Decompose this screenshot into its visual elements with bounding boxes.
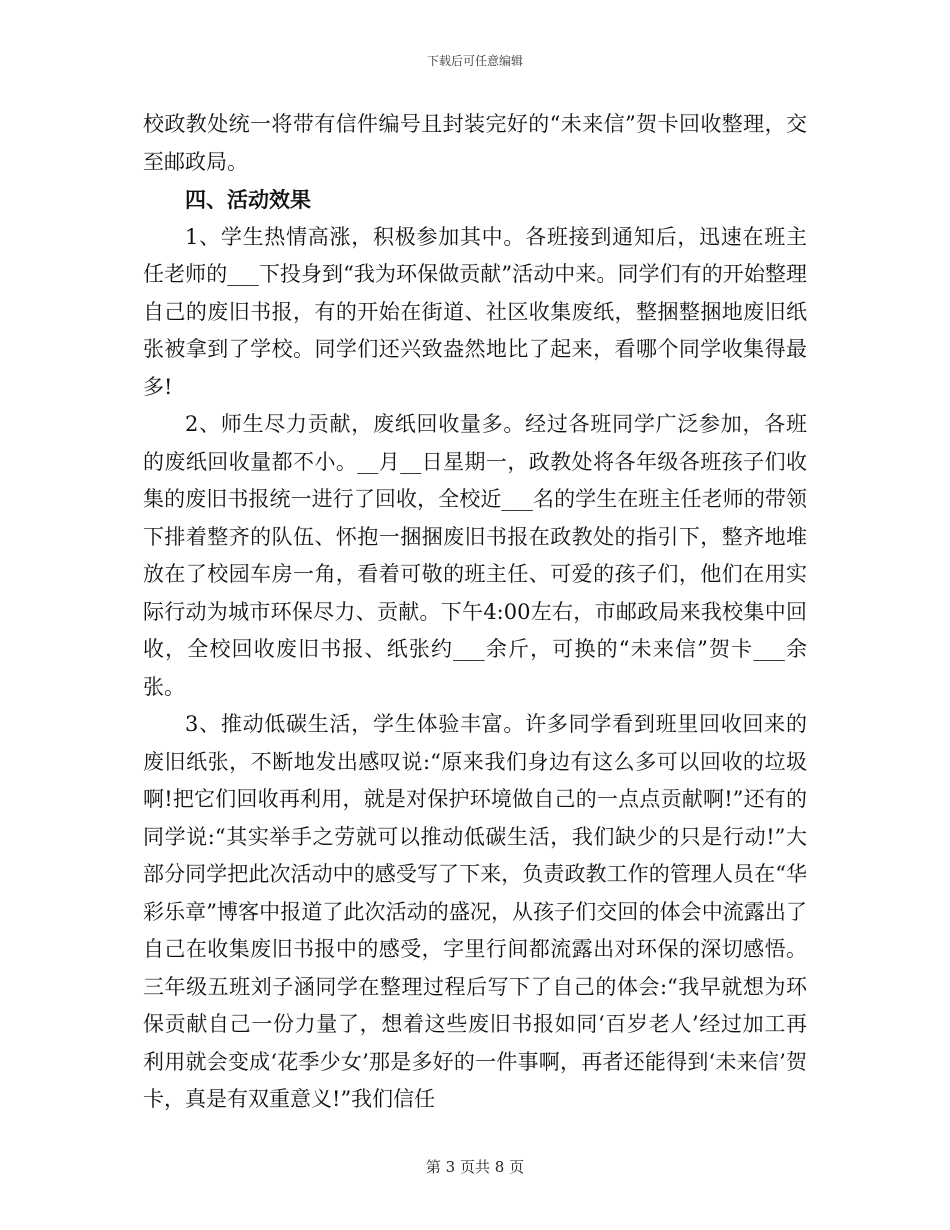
continuation-paragraph: 校政教处统一将带有信件编号且封装完好的“未来信”贺卡回收整理，交至邮政局。 [143, 112, 807, 174]
document-body [143, 106, 807, 1119]
paragraph-2: 2、师生尽力贡献，废纸回收量多。经过各班同学广泛参加，各班的废纸回收量都不小。__月__日星期一，政教处将各年级各班孩子们收集的废旧书报统一进行了回收，全校近___名的学生在班主任老师的带领下排着整齐的队伍、怀抱一捆捆废旧书报在政教处的指引下，整齐地堆放在了校园车房一角，看着可敬的班主任、可爱的孩子们，他们在用实际行动为城市环保尽力、贡献。下午4:00左右，市邮政局来我校集中回收，全校回收废旧书报、纸张约___余斤，可换的“未来信”贺卡___余张。 [143, 412, 807, 699]
paragraph-1: 1、学生热情高涨，积极参加其中。各班接到通知后，迅速在班主任老师的___下投身到“我为环保做贡献”活动中来。同学们有的开始整理自己的废旧书报，有的开始在街道、社区收集废纸，整捆整捆地废旧纸张被拿到了学校。同学们还兴致盎然地比了起来，看哪个同学收集得最多! [143, 224, 807, 399]
paragraph-3: 3、推动低碳生活，学生体验丰富。许多同学看到班里回收回来的废旧纸张，不断地发出感叹说:“原来我们身边有这么多可以回收的垃圾啊!把它们回收再利用，就是对保护环境做自己的一点点贡献啊!”还有的同学说:“其实举手之劳就可以推动低碳生活，我们缺少的只是行动!”大部分同学把此次活动中的感受写了下来，负责政教工作的管理人员在“华彩乐章”博客中报道了此次活动的盛况，从孩子们交回的体会中流露出了自己在收集废旧书报中的感受，字里行间都流露出对环保的深切感悟。三年级五班刘子涵同学在整理过程后写下了自己的体会:“我早就想为环保贡献自己一份力量了，想着这些废旧书报如同‘百岁老人’经过加工再利用就会变成‘花季少女’那是多好的一件事啊，再者还能得到‘未来信’贺卡，真是有双重意义!”我们信任 [143, 712, 807, 1111]
section-heading: 四、活动效果 [185, 187, 311, 212]
page-header: 下载后可任意编辑 [426, 54, 523, 68]
page-footer: 第 3 页共 8 页 [425, 1158, 525, 1176]
